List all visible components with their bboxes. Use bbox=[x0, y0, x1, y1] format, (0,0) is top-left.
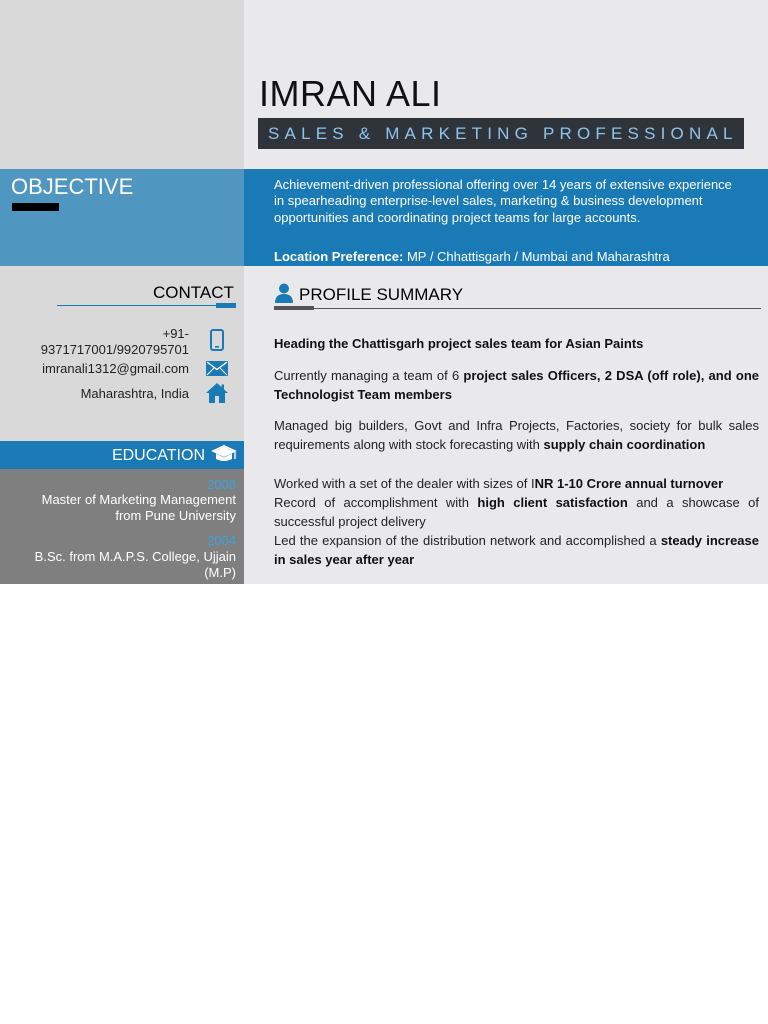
mail-icon bbox=[206, 361, 228, 376]
person-icon bbox=[274, 283, 294, 303]
phone-icon bbox=[209, 329, 225, 351]
contact-address: Maharashtra, India bbox=[80, 386, 189, 401]
education-year: 2008 bbox=[207, 477, 236, 492]
profile-summary-divider-accent bbox=[274, 306, 314, 310]
profile-summary-heading: PROFILE SUMMARY bbox=[299, 285, 464, 304]
education-degree: B.Sc. from M.A.P.S. College, Ujjain (M.P) bbox=[34, 549, 236, 580]
job-title: SALES & MARKETING PROFESSIONAL bbox=[268, 124, 738, 143]
contact-email: imranali1312@gmail.com bbox=[42, 361, 189, 376]
objective-underline bbox=[12, 203, 59, 211]
education-year: 2004 bbox=[207, 533, 236, 548]
contact-divider bbox=[57, 305, 236, 306]
left-header-panel bbox=[0, 0, 244, 169]
summary-item: Managed big builders, Govt and Infra Projects, Factories, society for bulk sales requirements along with stock forecasting with supply chain coordination bbox=[274, 418, 759, 452]
summary-item: Record of accomplishment with high client satisfaction and a showcase of successful project delivery bbox=[274, 495, 759, 529]
location-preference bbox=[274, 249, 670, 265]
contact-divider-accent bbox=[216, 303, 236, 308]
graduation-cap-icon bbox=[210, 444, 238, 464]
summary-item: Led the expansion of the distribution network and accomplished a steady increase in sales year after year bbox=[274, 533, 759, 567]
location-label: Location Preference: bbox=[274, 249, 404, 264]
objective-text: Achievement-driven professional offering over 14 years of extensive experience in spearheading enterprise-level sales, marketing & business development opportunities and coordinating project teams for large accounts. bbox=[274, 177, 732, 225]
education-heading: EDUCATION bbox=[111, 447, 205, 464]
summary-item: Worked with a set of the dealer with sizes of INR 1-10 Crore annual turnover bbox=[274, 476, 724, 491]
candidate-name: IMRAN ALI bbox=[259, 73, 442, 114]
objective-heading: OBJECTIVE bbox=[11, 174, 134, 199]
location-value: MP / Chhattisgarh / Mumbai and Maharashtra bbox=[403, 249, 670, 264]
contact-phone: +91-9371717001/9920795701 bbox=[40, 326, 189, 357]
summary-item: Currently managing a team of 6 project sales Officers, 2 DSA (off role), and one Technologist Team members bbox=[274, 368, 759, 402]
home-icon bbox=[206, 383, 228, 403]
profile-summary-divider bbox=[274, 308, 761, 309]
contact-heading: CONTACT bbox=[153, 283, 234, 302]
education-degree: Master of Marketing Management from Pune University bbox=[41, 492, 236, 523]
summary-item: Heading the Chattisgarh project sales team for Asian Paints bbox=[274, 336, 644, 351]
